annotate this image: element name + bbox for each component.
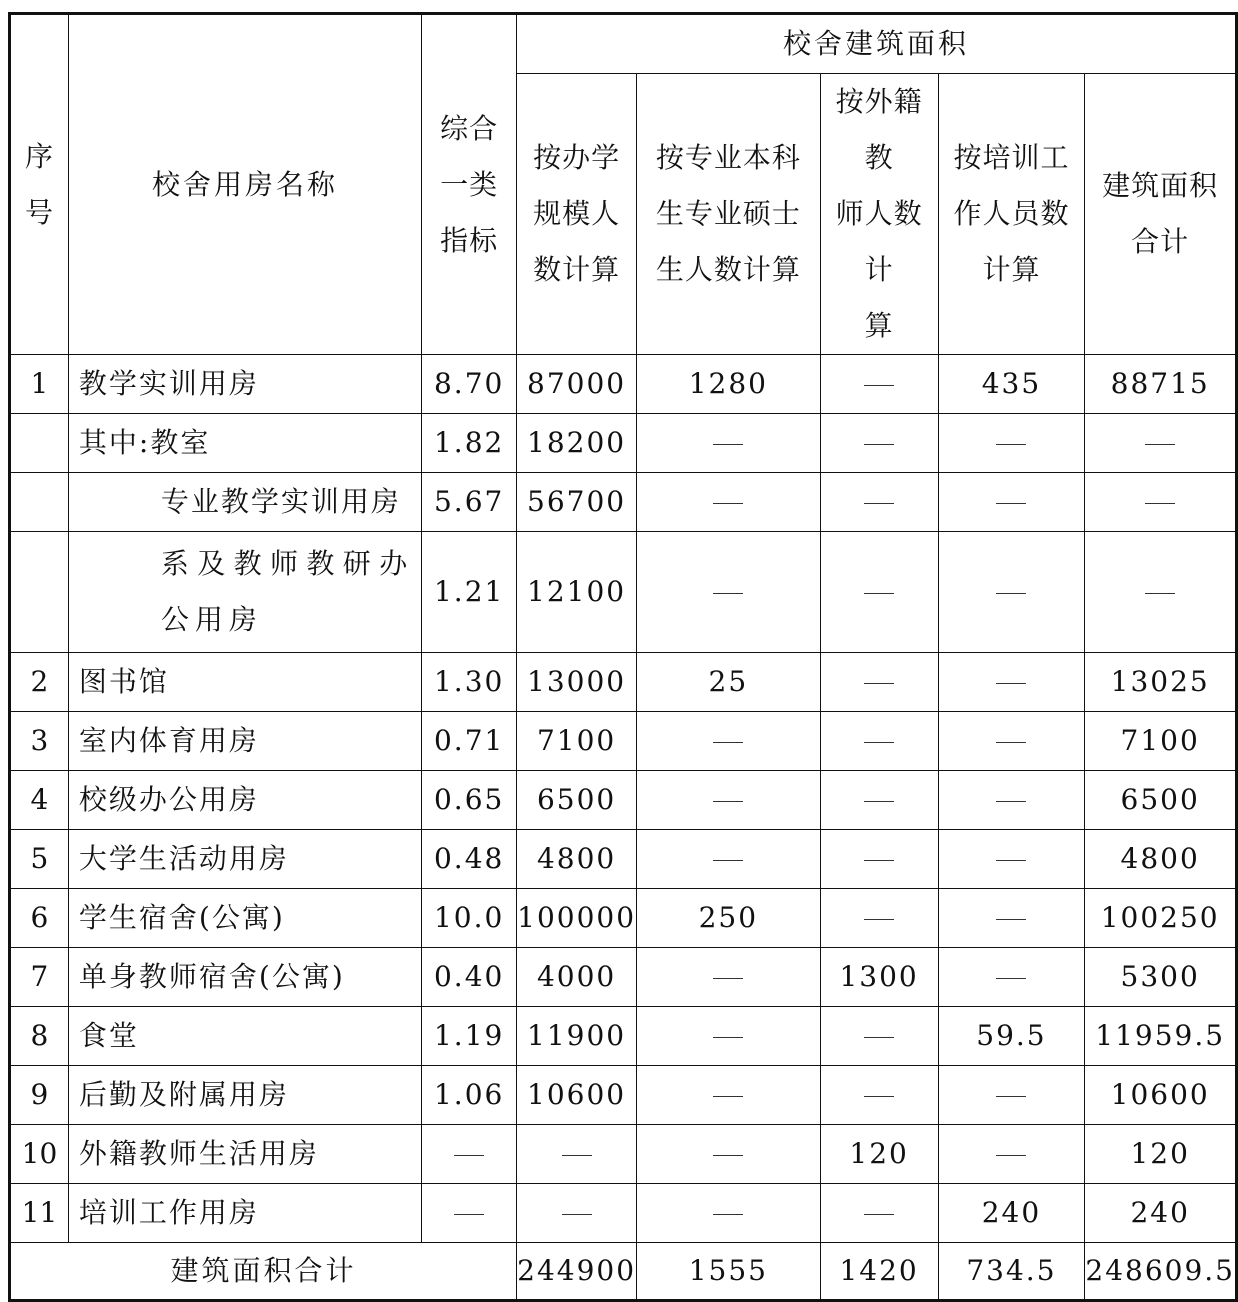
area-cell xyxy=(637,712,821,771)
area-cell: 88715 xyxy=(1085,355,1237,414)
dash-mark xyxy=(996,444,1026,445)
index-cell: 1.82 xyxy=(422,414,517,473)
area-cell xyxy=(517,1184,637,1243)
dash-mark xyxy=(864,919,894,920)
area-cell xyxy=(938,889,1085,948)
dash-mark xyxy=(864,593,894,594)
dash-mark xyxy=(713,860,743,861)
seq-cell: 6 xyxy=(10,889,69,948)
dash-mark xyxy=(713,1037,743,1038)
area-cell xyxy=(1085,414,1237,473)
total-cell: 734.5 xyxy=(938,1243,1085,1301)
area-cell: 240 xyxy=(1085,1184,1237,1243)
dash-mark xyxy=(454,1155,484,1156)
area-cell xyxy=(820,771,938,830)
index-cell: 1.19 xyxy=(422,1007,517,1066)
area-cell: 59.5 xyxy=(938,1007,1085,1066)
index-cell: 0.40 xyxy=(422,948,517,1007)
total-cell: 1555 xyxy=(637,1243,821,1301)
area-cell: 4800 xyxy=(1085,830,1237,889)
area-cell xyxy=(938,414,1085,473)
dash-mark xyxy=(864,860,894,861)
seq-cell xyxy=(10,473,69,532)
room-name-cell: 图书馆 xyxy=(68,653,421,712)
area-cell: 4800 xyxy=(517,830,637,889)
header-sub-col: 按办学 规模人 数计算 xyxy=(517,74,637,355)
table-row xyxy=(10,1184,1237,1243)
dash-mark xyxy=(713,801,743,802)
area-cell xyxy=(820,1066,938,1125)
dash-mark xyxy=(996,919,1026,920)
seq-cell: 11 xyxy=(10,1184,69,1243)
dash-mark xyxy=(562,1214,592,1215)
seq-cell: 5 xyxy=(10,830,69,889)
table-row xyxy=(10,1007,1237,1066)
area-cell xyxy=(820,473,938,532)
room-name-cell: 食堂 xyxy=(68,1007,421,1066)
room-name-cell: 系及教师教研办公用房 xyxy=(68,532,421,653)
area-cell: 100250 xyxy=(1085,889,1237,948)
dash-mark xyxy=(864,1096,894,1097)
dash-mark xyxy=(996,593,1026,594)
area-cell xyxy=(637,1066,821,1125)
dash-mark xyxy=(996,503,1026,504)
area-cell xyxy=(938,830,1085,889)
area-cell xyxy=(637,830,821,889)
area-cell xyxy=(637,414,821,473)
dash-mark xyxy=(713,1155,743,1156)
area-cell xyxy=(637,771,821,830)
table-row xyxy=(10,712,1237,771)
area-cell xyxy=(820,1184,938,1243)
dash-mark xyxy=(996,742,1026,743)
room-name-cell: 培训工作用房 xyxy=(68,1184,421,1243)
dash-mark xyxy=(996,860,1026,861)
dash-mark xyxy=(713,593,743,594)
table-row xyxy=(10,1125,1237,1184)
room-name-cell: 后勤及附属用房 xyxy=(68,1066,421,1125)
area-cell: 25 xyxy=(637,653,821,712)
area-cell xyxy=(938,532,1085,653)
area-cell xyxy=(820,532,938,653)
table-row xyxy=(10,830,1237,889)
table-row xyxy=(10,414,1237,473)
seq-cell: 9 xyxy=(10,1066,69,1125)
area-cell: 11959.5 xyxy=(1085,1007,1237,1066)
area-cell xyxy=(938,473,1085,532)
table-row xyxy=(10,653,1237,712)
seq-cell: 7 xyxy=(10,948,69,1007)
table-row xyxy=(10,355,1237,414)
dash-mark xyxy=(454,1214,484,1215)
index-cell xyxy=(422,1184,517,1243)
dash-mark xyxy=(996,683,1026,684)
dash-mark xyxy=(1145,503,1175,504)
area-cell: 10600 xyxy=(517,1066,637,1125)
header-index: 综合 一类 指标 xyxy=(422,14,517,355)
header-name: 校舍用房名称 xyxy=(68,14,421,355)
header-group-title: 校舍建筑面积 xyxy=(517,14,1237,74)
dash-mark xyxy=(864,444,894,445)
table-row xyxy=(10,473,1237,532)
dash-mark xyxy=(864,1214,894,1215)
dash-mark xyxy=(1145,593,1175,594)
dash-mark xyxy=(713,444,743,445)
room-name-cell: 单身教师宿舍(公寓) xyxy=(68,948,421,1007)
index-cell: 5.67 xyxy=(422,473,517,532)
index-cell: 10.0 xyxy=(422,889,517,948)
index-cell: 1.06 xyxy=(422,1066,517,1125)
area-cell xyxy=(938,712,1085,771)
area-cell xyxy=(1085,473,1237,532)
index-cell: 8.70 xyxy=(422,355,517,414)
area-cell: 10600 xyxy=(1085,1066,1237,1125)
area-cell xyxy=(938,771,1085,830)
index-cell: 0.71 xyxy=(422,712,517,771)
area-cell xyxy=(938,948,1085,1007)
total-row xyxy=(10,1243,1237,1301)
dash-mark xyxy=(713,978,743,979)
area-cell: 18200 xyxy=(517,414,637,473)
header-sub-col: 建筑面积 合计 xyxy=(1085,74,1237,355)
dash-mark xyxy=(713,1096,743,1097)
room-name-cell: 室内体育用房 xyxy=(68,712,421,771)
dash-mark xyxy=(864,385,894,386)
dash-mark xyxy=(864,801,894,802)
area-cell xyxy=(637,1007,821,1066)
header-seq: 序 号 xyxy=(10,14,69,355)
seq-cell: 2 xyxy=(10,653,69,712)
area-cell xyxy=(820,1007,938,1066)
dash-mark xyxy=(864,503,894,504)
area-cell xyxy=(820,830,938,889)
table-row xyxy=(10,1066,1237,1125)
area-cell: 13025 xyxy=(1085,653,1237,712)
total-cell: 1420 xyxy=(820,1243,938,1301)
total-label: 建筑面积合计 xyxy=(10,1243,517,1301)
area-cell xyxy=(637,1184,821,1243)
room-name-cell: 学生宿舍(公寓) xyxy=(68,889,421,948)
seq-cell xyxy=(10,532,69,653)
total-cell: 248609.5 xyxy=(1085,1243,1237,1301)
area-cell: 435 xyxy=(938,355,1085,414)
area-cell: 56700 xyxy=(517,473,637,532)
room-name-cell: 其中:教室 xyxy=(68,414,421,473)
header-sub-col: 按培训工 作人员数 计算 xyxy=(938,74,1085,355)
area-cell xyxy=(637,532,821,653)
area-cell: 11900 xyxy=(517,1007,637,1066)
area-cell xyxy=(820,355,938,414)
area-cell: 87000 xyxy=(517,355,637,414)
dash-mark xyxy=(996,1096,1026,1097)
dash-mark xyxy=(562,1155,592,1156)
area-cell xyxy=(637,473,821,532)
area-cell xyxy=(637,948,821,1007)
area-cell xyxy=(938,653,1085,712)
dash-mark xyxy=(713,503,743,504)
room-name-cell: 外籍教师生活用房 xyxy=(68,1125,421,1184)
area-cell: 7100 xyxy=(1085,712,1237,771)
building-area-table xyxy=(8,12,1238,1302)
area-cell: 1300 xyxy=(820,948,938,1007)
area-cell xyxy=(1085,532,1237,653)
area-cell xyxy=(938,1066,1085,1125)
room-name-cell: 专业教学实训用房 xyxy=(68,473,421,532)
area-cell: 4000 xyxy=(517,948,637,1007)
total-cell: 244900 xyxy=(517,1243,637,1301)
seq-cell: 1 xyxy=(10,355,69,414)
index-cell xyxy=(422,1125,517,1184)
area-cell: 7100 xyxy=(517,712,637,771)
index-cell: 1.21 xyxy=(422,532,517,653)
area-cell: 120 xyxy=(820,1125,938,1184)
dash-mark xyxy=(864,1037,894,1038)
area-cell: 100000 xyxy=(517,889,637,948)
area-cell xyxy=(820,712,938,771)
table-row xyxy=(10,771,1237,830)
area-cell xyxy=(820,414,938,473)
area-cell xyxy=(637,1125,821,1184)
dash-mark xyxy=(1145,444,1175,445)
room-name-cell: 校级办公用房 xyxy=(68,771,421,830)
area-cell xyxy=(820,653,938,712)
dash-mark xyxy=(864,742,894,743)
table-row xyxy=(10,948,1237,1007)
dash-mark xyxy=(864,683,894,684)
index-cell: 0.65 xyxy=(422,771,517,830)
seq-cell xyxy=(10,414,69,473)
index-cell: 0.48 xyxy=(422,830,517,889)
index-cell: 1.30 xyxy=(422,653,517,712)
seq-cell: 8 xyxy=(10,1007,69,1066)
header-sub-col: 按专业本科 生专业硕士 生人数计算 xyxy=(637,74,821,355)
room-name-cell: 教学实训用房 xyxy=(68,355,421,414)
seq-cell: 4 xyxy=(10,771,69,830)
dash-mark xyxy=(713,742,743,743)
area-cell: 250 xyxy=(637,889,821,948)
seq-cell: 3 xyxy=(10,712,69,771)
area-cell: 13000 xyxy=(517,653,637,712)
dash-mark xyxy=(713,1214,743,1215)
dash-mark xyxy=(996,1155,1026,1156)
area-cell: 5300 xyxy=(1085,948,1237,1007)
area-cell: 6500 xyxy=(517,771,637,830)
area-cell: 1280 xyxy=(637,355,821,414)
table-row xyxy=(10,532,1237,653)
dash-mark xyxy=(996,978,1026,979)
room-name-cell: 大学生活动用房 xyxy=(68,830,421,889)
area-cell xyxy=(820,889,938,948)
area-cell xyxy=(517,1125,637,1184)
area-cell: 6500 xyxy=(1085,771,1237,830)
area-cell xyxy=(938,1125,1085,1184)
table-row xyxy=(10,889,1237,948)
area-cell: 120 xyxy=(1085,1125,1237,1184)
area-cell: 12100 xyxy=(517,532,637,653)
dash-mark xyxy=(996,801,1026,802)
seq-cell: 10 xyxy=(10,1125,69,1184)
header-sub-col: 按外籍教 师人数计 算 xyxy=(820,74,938,355)
area-cell: 240 xyxy=(938,1184,1085,1243)
